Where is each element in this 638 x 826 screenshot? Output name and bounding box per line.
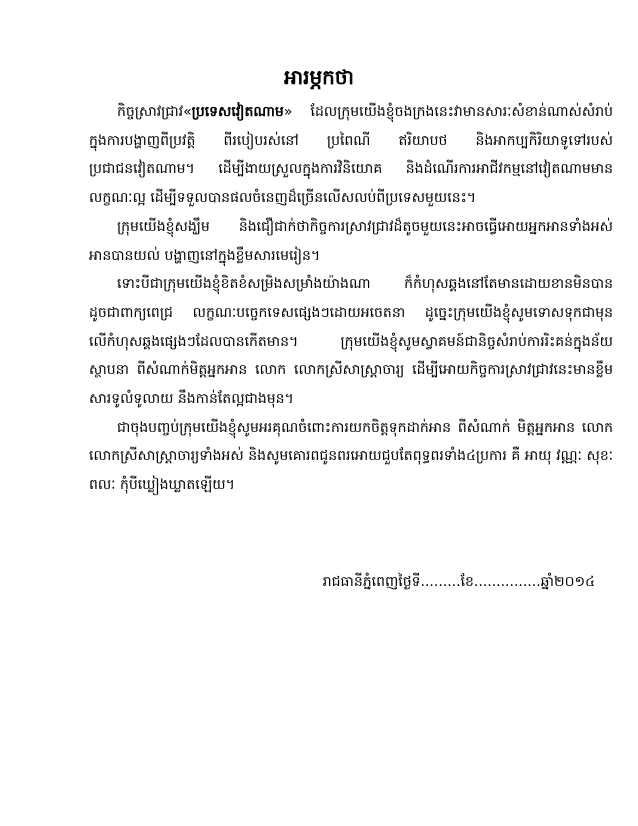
paragraph-thanks: ជាចុងបញ្ចប់ក្រុមយើងខ្ញុំសូមអរគុណចំពោះការយកចិត្តទុកដាក់អាន ពីសំណាក់ មិត្តអ្នកអាន លោក លោកស្រីសាស្ត្រាចារ្យទាំងអស់ និងសូមគោរពជូនពរអោយជួបតែពុទ្ធពរទាំង៤ប្រការ គឺ អាយុ វណ្ណៈ សុខៈ ពលៈ កុំបីឃ្លៀងឃ្លាតឡើយ។ [89,419,613,494]
research-title-emphasis: ប្រទេសវៀតណាម [191,104,284,120]
paragraph-intro-lead: កិច្ចស្រាវជ្រាវ« [117,104,192,120]
page-title: អារម្ភកថា [284,65,354,89]
paragraph-intro-rest: » ដែលក្រុមយើងខ្ញុំចងក្រងនេះវាមានសារៈសំខាន់ណាស់សំរាប់ក្នុងការបង្ហាញពីប្រវត្តិ ពីរបៀបរស់នៅ ប្រពៃណី ឥរិយាបថ និងអាកប្បកិរិយាទូទៅរបស់ប្រជាជនវៀតណាម។ ដើម្បីងាយស្រួលក្នុងការវិនិយោគ និងដំណើរការអាជីវកម្មនៅវៀតណាមមានលក្ខណៈល្អ ដើម្បីទទួលបានផលចំនេញដ៏ច្រើនលើសលប់ពីប្រទេសមួយនេះ។ [89,104,613,207]
body-text [89,98,613,500]
paragraph-intro [89,98,613,213]
paragraph-hope: ក្រុមយើងខ្ញុំសង្ឃឹម និងជឿជាក់ថាកិច្ចការស្រាវជ្រាវដ៏តូចមួយនេះអាចធ្វើអោយអ្នកអានទាំងអស់ អានបានយល់ បង្ហាញនៅក្នុងខ្លឹមសារមេរៀន។ [89,218,613,264]
date-signature-line: រាជធានីភ្នំពេញថ្ងៃទី.........ខែ...............ឆ្នាំ២០១៤ [322,574,595,590]
paragraph-apology: ទោះបីជាក្រុមយើងខ្ញុំខិតខំសម្រិងសម្រាំងយ៉ាងណា ក៏កំហុសឆ្គងនៅតែមានដោយខានមិនបាន ដូចជាពាក្យពេជ្រ លក្ខណៈបច្ចេកទេសផ្សេងៗដោយអចេតនា ដូច្នេះក្រុមយើងខ្ញុំសូមទោសទុកជាមុនលើកំហុសឆ្គងផ្សេងៗដែលបានកើតមាន។ ក្រុមយើងខ្ញុំសូមស្វាគមន៍ជានិច្ចសំរាប់ការរិះគន់ក្នុងន័យស្ថាបនា ពីសំណាក់មិត្តអ្នកអាន លោក លោកស្រីសាស្ត្រាចារ្យ ដើម្បីអោយកិច្ចការស្រាវជ្រាវនេះមានខ្លឹមសារទូលំទូលាយ នឹងកាន់តែល្អជាងមុន។ [89,276,613,408]
